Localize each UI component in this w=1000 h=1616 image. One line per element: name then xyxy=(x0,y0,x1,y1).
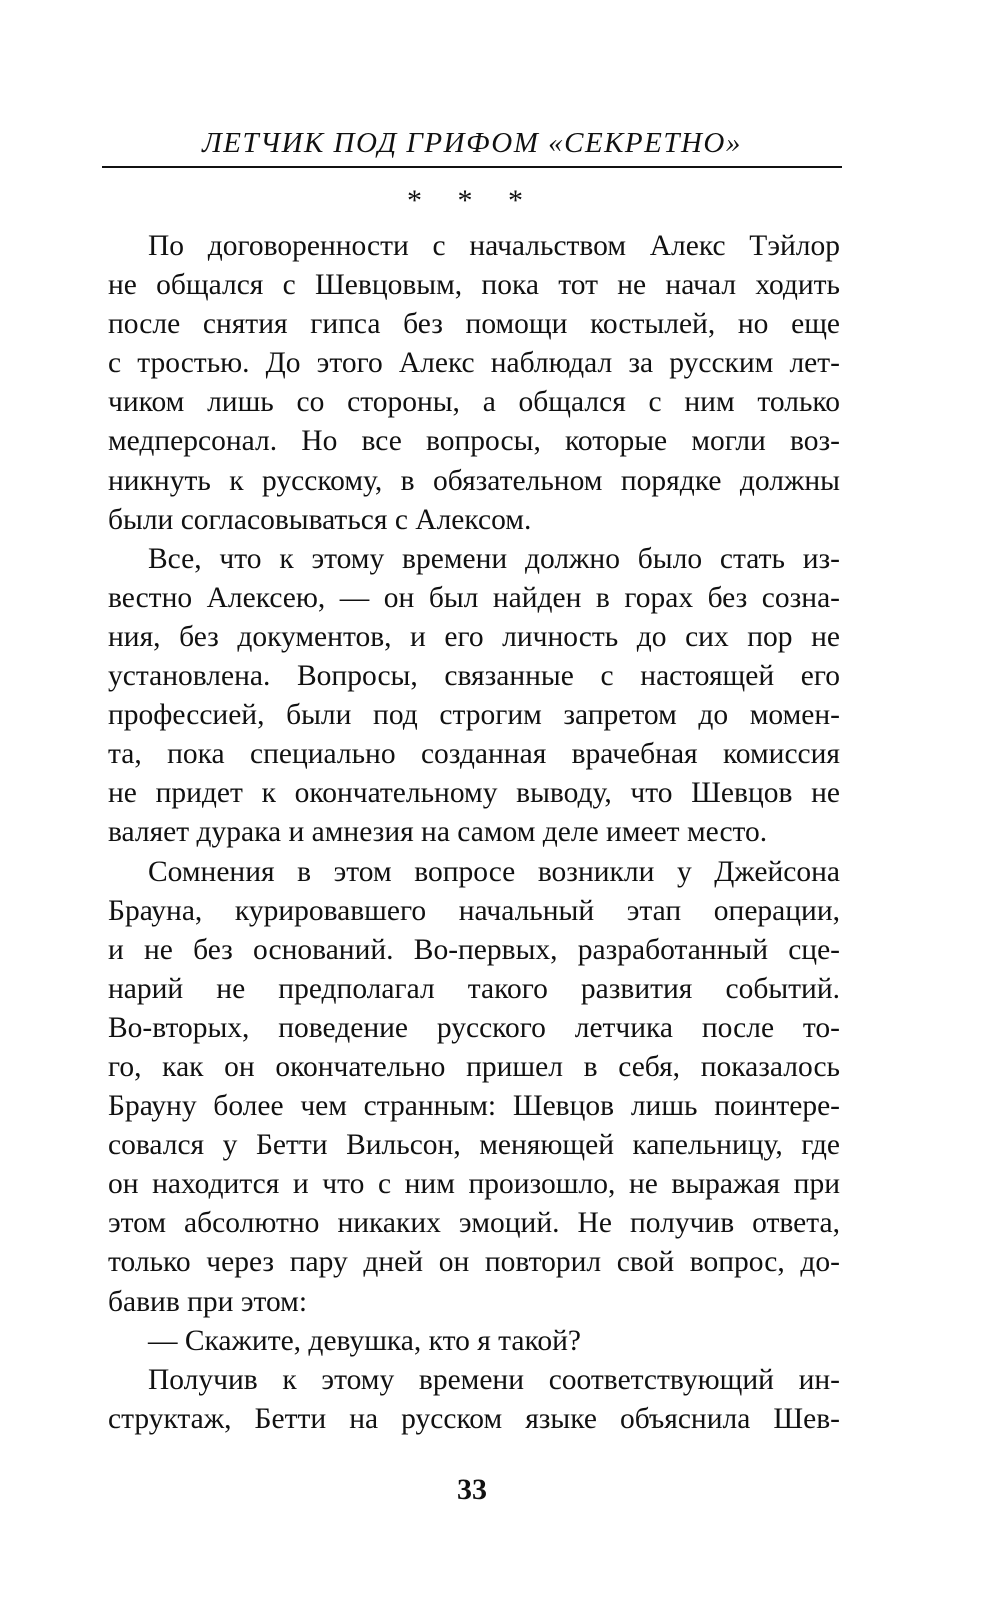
text-line: не придет к окончательному выводу, что Шевцов не xyxy=(108,777,840,810)
text-line: го, как он окончательно пришел в себя, показалось xyxy=(108,1050,840,1083)
text-line: после снятия гипса без помощи костылей, но еще xyxy=(108,308,840,341)
text-line: и не без оснований. Во-первых, разработанный сце- xyxy=(108,933,840,966)
page-number: 33 xyxy=(457,1473,487,1506)
text-line: этом абсолютно никаких эмоций. Не получив ответа, xyxy=(108,1207,840,1240)
text-line: он находится и что с ним произошло, не выражая при xyxy=(108,1168,840,1201)
text-line: Во-вторых, поведение русского летчика после то- xyxy=(108,1011,840,1044)
body-text xyxy=(108,227,840,1439)
text-line: вестно Алексею, — он был найден в горах без созна- xyxy=(108,581,840,614)
text-line: Все, что к этому времени должно было стать из- xyxy=(148,542,840,575)
text-line: Брауна, курировавшего начальный этап операции, xyxy=(108,894,840,927)
running-head: ЛЕТЧИК ПОД ГРИФОМ «СЕКРЕТНО» xyxy=(202,127,742,159)
text-line: Брауну более чем странным: Шевцов лишь поинтере- xyxy=(108,1090,840,1123)
text-line: не общался с Шевцовым, пока тот не начал ходить xyxy=(108,269,840,302)
text-line: — Скажите, девушка, кто я такой? xyxy=(148,1324,581,1357)
text-line: нарий не предполагал такого развития событий. xyxy=(108,972,840,1005)
text-line: структаж, Бетти на русском языке объяснила Шев- xyxy=(108,1402,840,1435)
text-line: чиком лишь со стороны, а общался с ним только xyxy=(108,386,840,419)
text-line: валяет дурака и амнезия на самом деле имеет место. xyxy=(108,816,768,849)
text-line: бавив при этом: xyxy=(108,1285,308,1318)
text-line: были согласовываться с Алексом. xyxy=(108,503,532,536)
text-line: установлена. Вопросы, связанные с настоящей его xyxy=(108,660,840,693)
text-line: ния, без документов, и его личность до сих пор не xyxy=(108,620,840,653)
text-line: профессией, были под строгим запретом до момен- xyxy=(108,699,840,732)
header-rule xyxy=(102,166,842,168)
text-line: Сомнения в этом вопросе возникли у Джейсона xyxy=(148,855,840,888)
text-line: совался у Бетти Вильсон, меняющей капельницу, где xyxy=(108,1129,840,1162)
text-line: никнуть к русскому, в обязательном порядке должны xyxy=(108,464,840,497)
text-line: Получив к этому времени соответствующий ин- xyxy=(148,1363,840,1396)
text-line: с тростью. До этого Алекс наблюдал за русским лет- xyxy=(108,347,840,380)
text-line: только через пару дней он повторил свой вопрос, до- xyxy=(108,1246,840,1279)
text-line: та, пока специально созданная врачебная комиссия xyxy=(108,738,840,771)
text-line: медперсонал. Но все вопросы, которые могли воз- xyxy=(108,425,840,458)
text-line: По договоренности с начальством Алекс Тэйлор xyxy=(148,230,840,262)
section-separator: * * * xyxy=(407,184,537,217)
